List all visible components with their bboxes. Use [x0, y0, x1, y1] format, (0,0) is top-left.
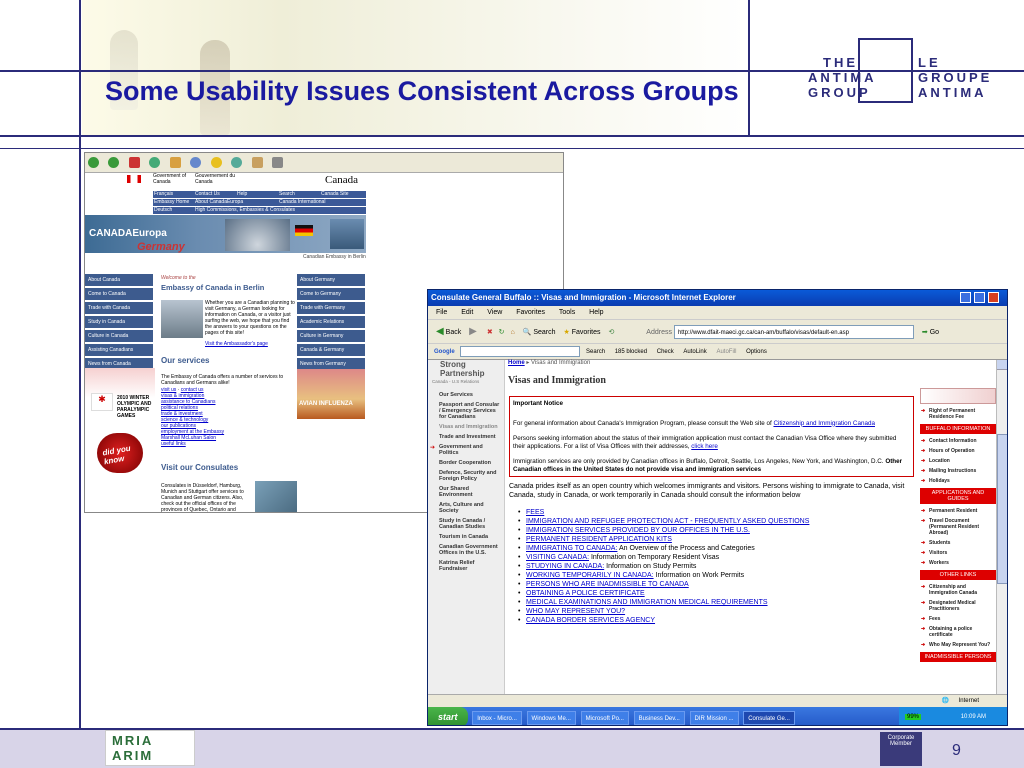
list-description: Information on Study Permits — [606, 563, 697, 570]
right-nav-item[interactable]: ➔ Obtaining a police certificate — [920, 624, 996, 640]
notice-bold-text: Other Canadian offices in the United States do not provide visa and immigration services — [513, 458, 903, 473]
slide-title: Some Usability Issues Consistent Across Groups — [105, 76, 739, 106]
close-icon[interactable] — [988, 292, 999, 303]
list-link[interactable]: IMMIGRATION AND REFUGEE PROTECTION ACT - FREQUENTLY ASKED QUESTIONS — [526, 518, 810, 525]
menu-view[interactable]: View — [487, 309, 503, 316]
right-nav-heading: BUFFALO INFORMATION — [920, 424, 996, 434]
right-nav-item[interactable]: ➔ Citizenship and Immigration Canada — [920, 582, 996, 598]
list-item — [506, 544, 919, 553]
right-nav-heading: INADMISSIBLE PERSONS — [920, 652, 996, 662]
gov-en: Government of Canada — [153, 173, 187, 185]
google-logo: Google — [434, 349, 455, 355]
logo-text: ANTIMA — [808, 70, 877, 85]
favorites-icon — [211, 157, 222, 168]
notice-title: Important Notice — [513, 400, 564, 407]
left-navigation — [85, 274, 153, 372]
home-icon — [170, 157, 181, 168]
welcome-prefix: Welcome to the — [161, 275, 196, 281]
right-nav-item[interactable]: Come to Germany — [297, 288, 365, 300]
list-link[interactable]: IMMIGRATING TO CANADA: — [526, 545, 618, 552]
print-icon — [272, 157, 283, 168]
notice-text: Immigration services are only provided by Canadian offices in Buffalo, Detroit, Seattle, Los Angeles, New York, and Washington, D.C. — [513, 458, 884, 465]
did-you-know-label: did you know — [101, 443, 132, 467]
right-nav-item[interactable]: ➔ Hours of Operation — [920, 446, 996, 456]
list-item — [506, 535, 919, 544]
left-nav-item[interactable]: News from Canada — [85, 358, 153, 370]
battery-indicator[interactable]: 99% — [907, 714, 920, 720]
list-link[interactable]: VISITING CANADA: — [526, 554, 590, 561]
history-icon[interactable]: ⟲ — [608, 329, 615, 336]
buffalo-consulate-screenshot — [427, 289, 1008, 726]
right-nav-item[interactable]: Canada & Germany — [297, 344, 365, 356]
clock: 10:09 AM — [960, 714, 987, 720]
nav-link[interactable]: Contact Us — [195, 191, 220, 197]
window-titlebar — [428, 290, 1007, 306]
service-link[interactable]: useful links — [161, 441, 186, 447]
list-item — [506, 517, 919, 526]
service-link[interactable]: employment at the Embassy — [161, 429, 225, 435]
refresh-icon — [149, 157, 160, 168]
history-icon — [231, 157, 242, 168]
google-toolbar — [428, 344, 1007, 360]
services-links — [161, 387, 291, 447]
menu-favorites[interactable]: Favorites — [516, 309, 546, 316]
page-number: 9 — [952, 742, 961, 759]
list-item — [506, 508, 919, 517]
list-description: An Overview of the Process and Categories — [618, 545, 755, 552]
right-nav-item[interactable]: ➔ Contact Information — [920, 436, 996, 446]
intro-paragraph: Canada prides itself as an open country which welcomes immigrants and visitors. Persons wishing to immigrate to Canada, visit Canada, study in Canada, or work temporarily in Canada should consult the information below — [509, 483, 905, 499]
left-rule — [79, 0, 81, 768]
left-nav-item[interactable]: Our Shared Environment — [439, 486, 473, 498]
list-link[interactable]: PERSONS WHO ARE INADMISSIBLE TO CANADA — [526, 581, 689, 588]
header-divider — [748, 0, 750, 137]
gov-fr: Gouvernement du Canada — [195, 173, 236, 185]
consulate-main-content — [506, 360, 919, 694]
service-link[interactable]: contact us — [180, 387, 204, 393]
service-link[interactable]: visas & immigration — [161, 393, 205, 399]
right-nav-item[interactable]: ➔ Workers — [920, 558, 996, 568]
left-nav-item[interactable]: Tourism in Canada — [439, 534, 489, 540]
left-nav-item[interactable]: Assisting Canadians — [85, 344, 153, 356]
avian-label: AVIAN INFLUENZA — [299, 401, 353, 407]
breadcrumb: Home ▸ Visas and Immigration — [508, 360, 591, 366]
list-item — [506, 571, 919, 580]
list-item — [506, 580, 919, 589]
notice-paragraph — [513, 458, 910, 473]
building-image — [255, 481, 297, 513]
logo-text: THE — [823, 55, 858, 70]
right-nav-item[interactable]: ➔ Holidays — [920, 476, 996, 486]
list-link[interactable]: OBTAINING A POLICE CERTIFICATE — [526, 590, 645, 597]
visa-offices-link[interactable]: click here — [691, 442, 718, 450]
list-link[interactable]: PERMANENT RESIDENT APPLICATION KITS — [526, 536, 672, 543]
list-item — [506, 553, 919, 562]
logo-text: GROUP — [808, 85, 871, 100]
windows-taskbar — [428, 707, 1008, 726]
right-nav-heading: APPLICATIONS AND GUIDES — [920, 488, 996, 504]
right-nav-item[interactable]: ➔ Who May Represent You? — [920, 640, 996, 650]
olympics-logo-icon: ✱ — [91, 393, 113, 411]
welcome-text: Whether you are a Canadian planning to visit Germany, a German looking for information on Canada, or a visitor just surfing the web, we hope that you find the answers to your questions on the pages of this site! — [205, 300, 295, 336]
mria-logo-text: MRIA ARIM — [112, 733, 154, 763]
logo-text: GROUPE — [918, 70, 993, 85]
menu-help[interactable]: Help — [589, 309, 604, 316]
service-link[interactable]: political relations — [161, 405, 198, 411]
autolink-button[interactable]: AutoLink — [683, 349, 707, 355]
maximize-icon[interactable] — [974, 292, 985, 303]
options-button[interactable]: Options — [746, 349, 767, 355]
canada-flag-icon — [127, 175, 141, 183]
service-link[interactable]: science & technology — [161, 417, 209, 423]
cic-link[interactable]: Citizenship and Immigration Canada — [773, 419, 875, 427]
left-nav-item[interactable]: Canadian Government Offices in the U.S. — [439, 544, 498, 556]
left-nav-item[interactable]: Study in Canada — [85, 316, 153, 328]
globe-icon: 🌐 — [941, 698, 949, 704]
consulates-title: Visit our Consulates — [161, 463, 239, 472]
did-you-know-badge[interactable] — [97, 433, 143, 473]
list-link[interactable]: MEDICAL EXAMINATIONS AND IMMIGRATION MEDICAL REQUIREMENTS — [526, 599, 768, 606]
left-nav-item[interactable]: Arts, Culture and Society — [439, 502, 484, 514]
nav-link[interactable]: Français — [154, 191, 174, 197]
menu-file[interactable]: File — [436, 309, 448, 316]
list-link[interactable]: WHO MAY REPRESENT YOU? — [526, 608, 626, 615]
address-label: Address — [646, 329, 672, 336]
left-nav-item[interactable]: Trade and Investment — [439, 434, 496, 440]
service-link[interactable]: assistance to Canadians — [161, 399, 216, 405]
left-nav-item[interactable]: Border Cooperation — [439, 460, 491, 466]
left-nav-item[interactable]: Trade with Canada — [85, 302, 153, 314]
scrollbar-thumb[interactable] — [997, 434, 1008, 584]
notice-text: Persons seeking information about the status of their immigration application must contact the Canadian Visa Office where they submitted their applications. For a list of Visa Offices with their addresses, — [513, 435, 897, 450]
address-input[interactable]: http://www.dfait-maeci.gc.ca/can-am/buffalo/visas/default-en.asp — [674, 325, 914, 339]
google-search-button[interactable]: Search — [586, 349, 606, 355]
spell-check-button[interactable]: Check — [656, 349, 674, 355]
olympics-promo[interactable]: 2010 WINTER OLYMPIC AND PARALYMPIC GAMES — [117, 395, 152, 419]
list-link[interactable]: CANADA BORDER SERVICES AGENCY — [526, 617, 656, 624]
browser-toolbar — [85, 153, 563, 173]
forward-icon — [108, 157, 119, 168]
start-button[interactable]: start — [428, 707, 468, 726]
menu-bar — [428, 306, 1007, 320]
vertical-scrollbar[interactable] — [996, 360, 1008, 694]
logo-text: ANTIMA — [918, 85, 987, 100]
left-nav-item[interactable]: Passport and Consular / Emergency Services for Canadians — [439, 402, 500, 420]
nav-link[interactable]: Embassy Home — [154, 199, 190, 205]
home-icon[interactable]: ⌂ — [510, 329, 515, 336]
service-link[interactable]: Marshall McLuhan Salon — [161, 435, 217, 441]
list-item — [506, 562, 919, 571]
right-nav-item[interactable]: News from Germany — [297, 358, 365, 370]
status-zone: Internet — [958, 698, 979, 704]
nav-link[interactable]: About CanadaEuropa — [195, 199, 244, 205]
left-nav-item[interactable]: Defence, Security and Foreign Policy — [439, 470, 497, 482]
service-link[interactable]: visit us — [161, 387, 177, 393]
left-nav-item[interactable]: Study in Canada / Canadian Studies — [439, 518, 486, 530]
ambassador-link[interactable]: Visit the Ambassador's page — [205, 341, 268, 347]
banner-subtitle: Germany — [137, 241, 185, 253]
list-link[interactable]: IMMIGRATION SERVICES PROVIDED BY OUR OFFICES IN THE U.S. — [526, 527, 750, 534]
taskbar-item[interactable]: Inbox - Micro... — [472, 711, 522, 725]
consulate-left-nav — [428, 360, 505, 694]
list-item — [506, 616, 919, 625]
status-bar — [428, 694, 1008, 707]
welcome-title: Embassy of Canada in Berlin — [161, 283, 265, 292]
notice-text: For general information about Canada's Immigration Program, please consult the Web site of — [513, 419, 772, 427]
list-item — [506, 589, 919, 598]
search-icon — [190, 157, 201, 168]
taskbar-item-active[interactable]: Consulate Ge... — [743, 711, 795, 725]
active-arrow-icon: ➔ — [430, 445, 436, 451]
immigration-link-list — [506, 508, 919, 625]
nav-link[interactable]: Deutsch — [154, 207, 173, 213]
nav-link[interactable]: Help — [237, 191, 248, 197]
left-nav-item[interactable]: Katrina Relief Fundraiser — [439, 560, 475, 572]
nav-link[interactable]: Canada Site — [321, 191, 349, 197]
list-item — [506, 526, 919, 535]
list-description: Information on Work Permits — [655, 572, 745, 579]
favorites-button[interactable]: Favorites — [571, 329, 601, 336]
header-rule — [0, 148, 1024, 149]
antima-logo-left — [808, 55, 877, 100]
left-nav-item-active[interactable]: Visas and Immigration — [439, 424, 498, 430]
forward-icon[interactable]: ▶ — [469, 326, 477, 337]
left-nav-item[interactable]: About Canada — [85, 274, 153, 286]
services-link-row: visit us · contact us — [161, 387, 204, 393]
system-tray — [899, 707, 1008, 726]
list-link[interactable]: STUDYING IN CANADA: — [526, 563, 605, 570]
back-icon — [88, 157, 99, 168]
page-title: Visas and Immigration — [508, 375, 606, 386]
right-nav-item[interactable]: Trade with Germany — [297, 302, 365, 314]
header-rule — [0, 135, 1024, 137]
nav-link[interactable]: Canada International — [279, 199, 326, 205]
left-nav-item[interactable]: Our Services — [439, 392, 473, 398]
right-nav-item[interactable]: ➔ Visitors — [920, 548, 996, 558]
standard-toolbar — [428, 320, 1007, 344]
banner-caption: Canadian Embassy in Berlin — [303, 254, 366, 260]
scroll-up-icon[interactable] — [997, 360, 1008, 370]
canadaeuropa-banner — [85, 215, 366, 253]
go-icon[interactable]: ➡ — [921, 329, 928, 336]
search-icon: 🔍 — [522, 329, 532, 336]
list-item — [506, 607, 919, 616]
popup-blocked-counter[interactable]: 185 blocked — [614, 349, 648, 355]
menu-tools[interactable]: Tools — [558, 309, 576, 316]
mail-icon — [252, 157, 263, 168]
right-nav-item[interactable]: ➔ Designated Medical Practitioners — [920, 598, 996, 614]
right-nav-item[interactable]: ➔ Fees — [920, 614, 996, 624]
partnership-subtitle: Canada - U.S Relations — [432, 379, 480, 384]
corporate-member-badge — [880, 732, 922, 766]
service-link[interactable]: our publications — [161, 423, 197, 429]
nav-link[interactable]: Search — [279, 191, 295, 197]
right-nav-item[interactable]: ➔ Location — [920, 456, 996, 466]
taskbar-item[interactable]: Windows Me... — [527, 711, 576, 725]
cathedral-image — [330, 219, 364, 249]
right-nav-item[interactable]: Culture in Germany — [297, 330, 365, 342]
mria-logo — [105, 730, 195, 766]
right-nav-item[interactable]: About Germany — [297, 274, 365, 286]
taskbar-item[interactable]: Business Dev... — [634, 711, 685, 725]
left-nav-item[interactable]: Government and Politics — [439, 444, 483, 456]
header-photo — [82, 0, 748, 135]
right-navigation — [297, 274, 365, 372]
window-title: Consulate General Buffalo :: Visas and Immigration - Microsoft Internet Explorer — [431, 293, 736, 302]
services-title: Our services — [161, 356, 210, 365]
google-search-input[interactable] — [460, 346, 580, 357]
right-nav-item[interactable]: ➔ Permanent Resident — [920, 506, 996, 516]
nav-row — [153, 191, 366, 198]
corporate-member-text: Corporate Member — [887, 735, 915, 747]
consulate-right-nav — [920, 360, 996, 694]
right-nav-item[interactable]: ➔ Travel Document (Permanent Resident Abroad) — [920, 516, 996, 538]
canada-wordmark: Canada — [325, 174, 358, 186]
right-nav-item[interactable]: ➔ Students — [920, 538, 996, 548]
list-description: Information on Temporary Resident Visas — [590, 554, 720, 561]
important-notice-box — [509, 396, 914, 477]
consulates-text: Consulates in Düsseldorf, Hamburg, Munich and Stuttgart offer services to Canadian and German citizens. Also, check out the official offices of the provinces of Quebec, Ontario and — [161, 483, 244, 513]
minimize-icon[interactable] — [960, 292, 971, 303]
logo-text: LE — [918, 55, 941, 70]
right-nav-item[interactable]: ➔ Mailing Instructions — [920, 466, 996, 476]
avian-influenza-promo[interactable] — [297, 369, 365, 419]
nav-row — [153, 199, 366, 206]
taskbar-item[interactable]: Microsoft Po... — [581, 711, 629, 725]
search-button[interactable]: Search — [533, 329, 556, 336]
notice-paragraph — [513, 435, 910, 450]
antima-logo-right — [918, 55, 998, 100]
nav-link[interactable]: High Commissions, Embassies & Consulates — [195, 207, 296, 213]
breadcrumb-home[interactable]: Home — [508, 360, 525, 366]
breadcrumb-current: Visas and Immigration — [531, 360, 591, 366]
left-nav-item[interactable]: Culture in Canada — [85, 330, 153, 342]
back-button[interactable]: Back — [445, 329, 462, 336]
right-nav-item[interactable]: ➔ Right of Permanent Residence Fee — [920, 406, 996, 422]
germany-flag-icon — [295, 225, 313, 236]
top-navigation — [153, 191, 366, 215]
list-link[interactable]: WORKING TEMPORARILY IN CANADA: — [526, 572, 654, 579]
list-item — [506, 598, 919, 607]
services-text: The Embassy of Canada offers a number of services to Canadians and Germans alike! — [161, 374, 284, 386]
notice-paragraph — [513, 420, 910, 428]
brandenburg-gate-image — [161, 300, 203, 338]
autofill-button[interactable]: AutoFill — [716, 349, 737, 355]
taskbar-item[interactable]: DIR Mission ... — [690, 711, 739, 725]
menu-edit[interactable]: Edit — [461, 309, 474, 316]
promo-banner — [920, 388, 996, 404]
right-nav-heading: OTHER LINKS — [920, 570, 996, 580]
list-link[interactable]: FEES — [526, 509, 545, 516]
left-nav-item[interactable]: Come to Canada — [85, 288, 153, 300]
right-nav-item[interactable]: Academic Relations — [297, 316, 365, 328]
service-link[interactable]: trade & investment — [161, 411, 203, 417]
partnership-title: Strong Partnership — [440, 360, 485, 378]
reichstag-dome-image — [225, 219, 290, 251]
refresh-icon[interactable]: ↻ — [498, 329, 505, 336]
stop-icon[interactable]: ✖ — [486, 329, 493, 336]
back-icon[interactable]: ◀ — [436, 326, 444, 337]
stop-icon — [129, 157, 140, 168]
banner-title: CANADAEuropa — [89, 228, 167, 239]
favorites-icon: ★ — [563, 329, 570, 336]
nav-row — [153, 207, 366, 214]
go-button[interactable]: Go — [929, 329, 940, 336]
